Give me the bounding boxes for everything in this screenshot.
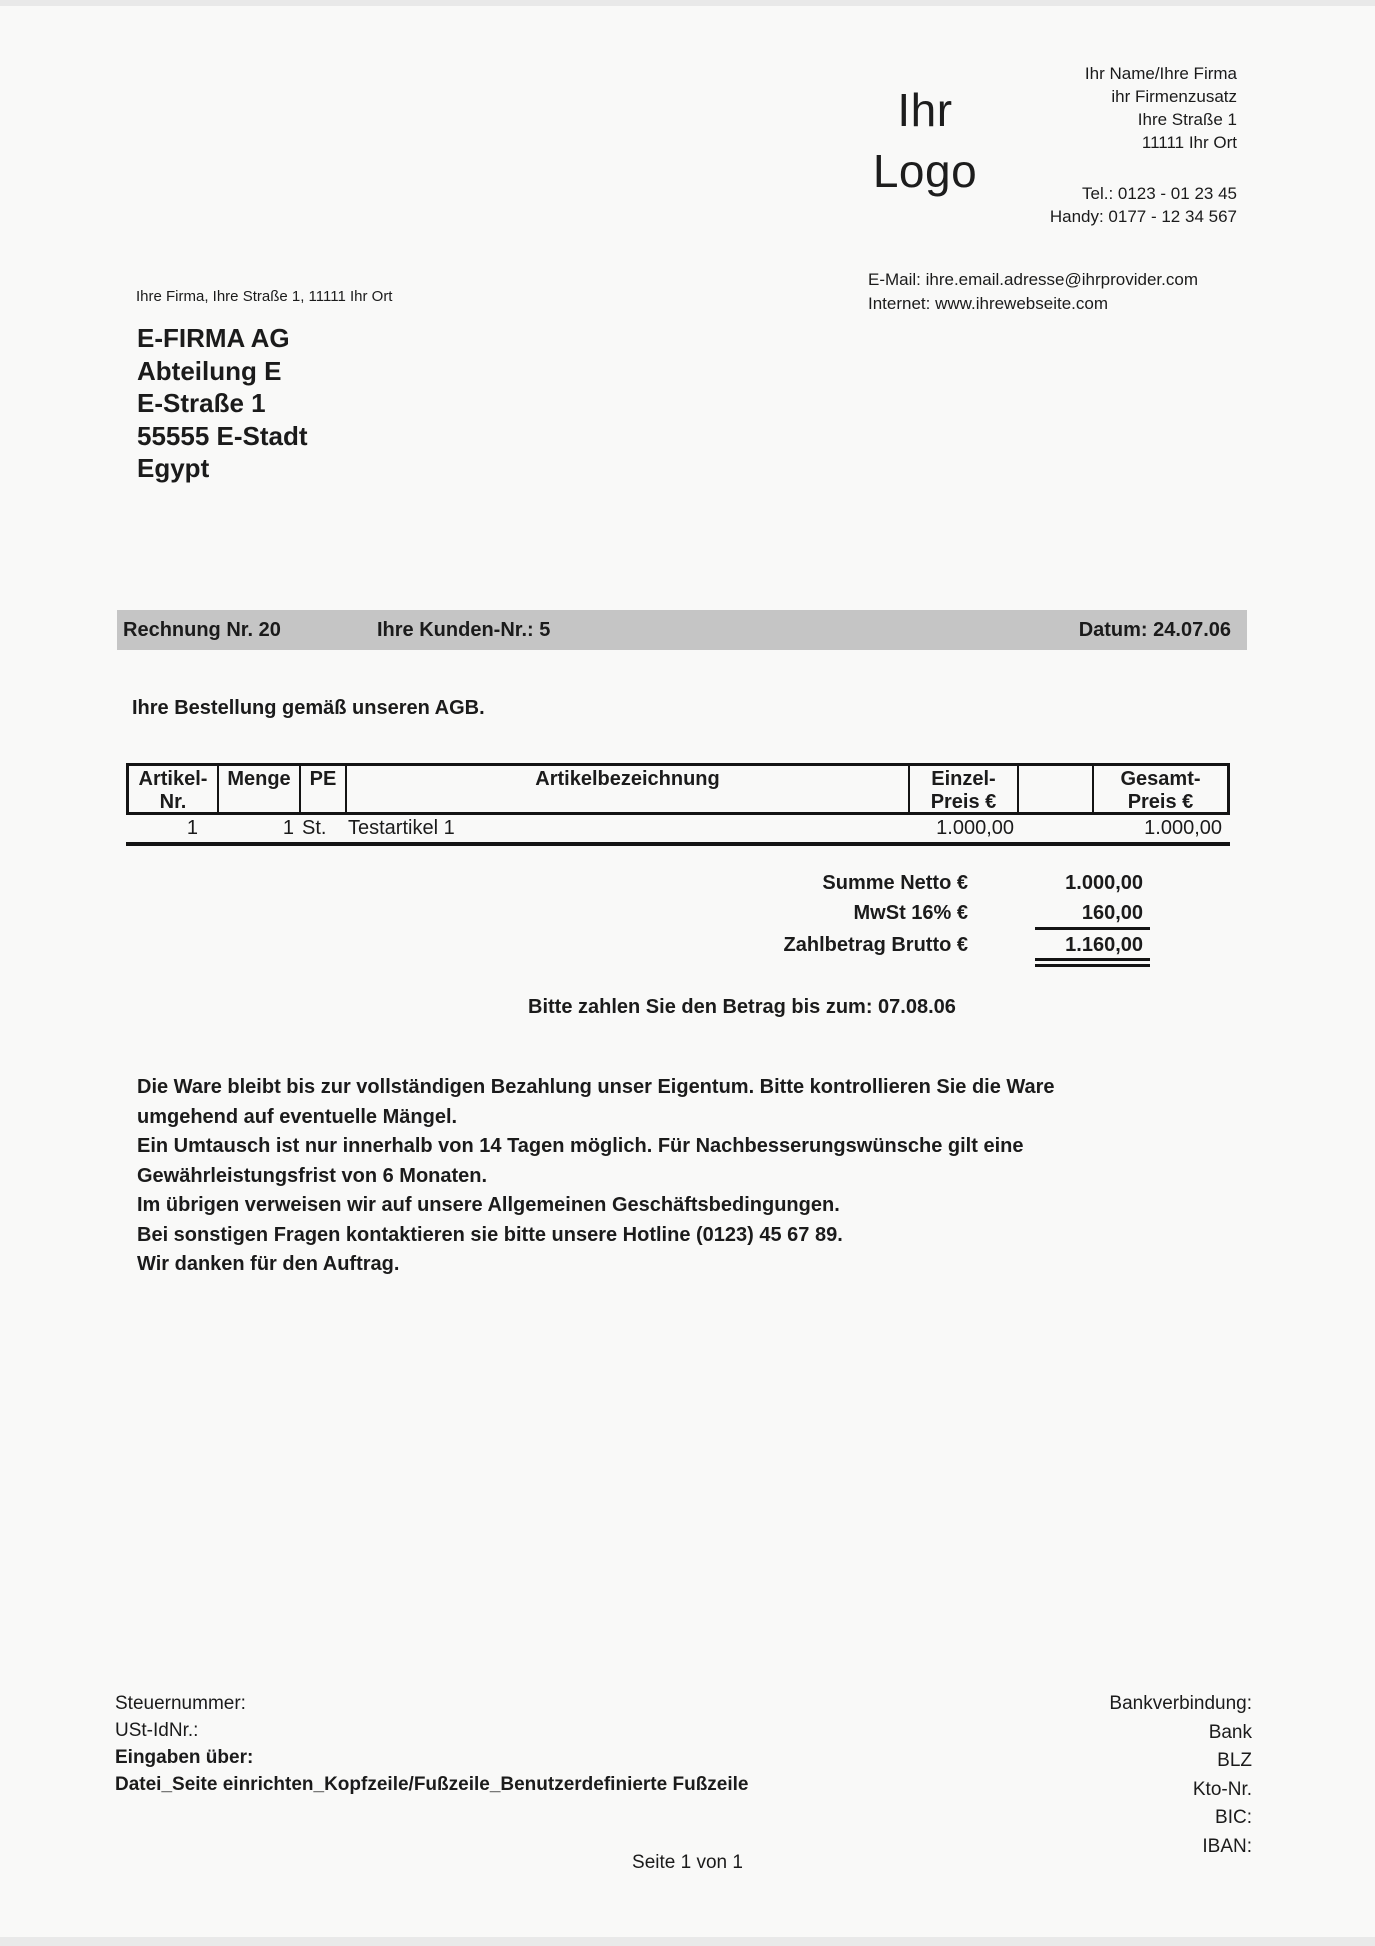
col-header-line: Preis € [930,791,997,813]
col-header-gesamtpreis [1094,766,1227,812]
col-header-line: Gesamt- [1120,768,1201,790]
totals-single-rule [1035,927,1150,930]
terms-line: Die Ware bleibt bis zur vollständigen Bezahlung unser Eigentum. Bitte kontrollieren Sie die Ware [137,1076,1055,1098]
items-table-bottom-rule [126,842,1230,846]
footer-bank: Bank [1208,1721,1252,1743]
col-header-einzelpreis [910,766,1019,812]
company-city: 11111 Ihr Ort [1141,133,1237,152]
sender-return-address: Ihre Firma, Ihre Straße 1, 11111 Ihr Ort [136,288,393,305]
total-mwst-label: MwSt 16% € [853,902,968,924]
terms-block [137,1073,1055,1280]
col-header-line: Artikel- [138,768,208,790]
items-table [126,763,1230,846]
terms-line: umgehend auf eventuelle Mängel. [137,1105,458,1128]
col-header-pe [301,766,347,812]
company-street: Ihre Straße 1 [1137,110,1237,129]
company-addition: ihr Firmenzusatz [1111,87,1237,106]
footer-ust-idnr: USt-IdNr.: [115,1720,199,1741]
terms-line: Ein Umtausch ist nur innerhalb von 14 Tagen möglich. Für Nachbesserungswünsche gilt eine [137,1135,1024,1157]
cell-pe: St. [302,817,327,839]
footer-iban: IBAN: [1202,1835,1252,1857]
terms-line: Bei sonstigen Fragen kontaktieren sie bitte unsere Hotline (0123) 45 67 89. [137,1223,843,1246]
recipient-line: E-FIRMA AG [137,323,290,353]
terms-line: Gewährleistungsfrist von 6 Monaten. [137,1164,488,1187]
footer-bankverbindung: Bankverbindung: [1109,1693,1252,1714]
total-mwst-value: 160,00 [1081,902,1143,924]
col-header-line: PE [309,768,337,790]
totals-double-rule-top [1035,958,1150,961]
recipient-line: E-Straße 1 [137,388,266,418]
logo-line-2: Logo [872,145,978,197]
cell-menge: 1 [282,817,294,839]
cell-bezeichnung: Testartikel 1 [348,817,455,839]
items-table-row [126,815,1230,842]
col-header-artikel-nr [129,766,219,812]
cell-artikel-nr: 1 [186,817,198,839]
col-header-artikelbezeichnung [347,766,910,812]
recipient-line: Egypt [137,453,210,483]
total-netto-value: 1.000,00 [1065,872,1143,894]
scan-edge-top [0,0,1375,6]
payment-due-line: Bitte zahlen Sie den Betrag bis zum: 07.08.06 [528,996,956,1018]
company-name: Ihr Name/Ihre Firma [1084,64,1237,83]
recipient-address-block [137,322,308,485]
invoice-date: Datum: 24.07.06 [1078,619,1231,641]
footer-steuernummer: Steuernummer: [115,1693,246,1714]
cell-einzelpreis: 1.000,00 [936,817,1014,839]
footer-fusszeile-hint: Datei_Seite einrichten_Kopfzeile/Fußzeile_Benutzerdefinierte Fußzeile [115,1774,749,1795]
col-header-line: Menge [227,768,291,790]
invoice-header-bar [117,610,1247,650]
footer-kto-nr: Kto-Nr. [1192,1778,1252,1800]
terms-line: Wir danken für den Auftrag. [137,1253,400,1275]
page-number: Seite 1 von 1 [632,1852,743,1873]
footer-eingaben: Eingaben über: [115,1747,254,1768]
total-netto-label: Summe Netto € [822,872,968,894]
col-header-line: Einzel- [931,768,996,790]
footer-tax-block [115,1690,749,1798]
col-header-menge [219,766,301,812]
logo-placeholder [855,80,995,202]
company-email: E-Mail: ihre.email.adresse@ihrprovider.com [868,270,1198,289]
logo-line-1: Ihr [897,84,953,136]
totals-double-rule-bottom [1035,964,1150,967]
col-header-empty [1019,766,1094,812]
total-brutto-value: 1.160,00 [1065,934,1143,956]
items-table-header-row [126,763,1230,815]
col-header-line: Nr. [159,791,187,813]
cell-gesamtpreis: 1.000,00 [1144,817,1222,839]
recipient-line: 55555 E-Stadt [137,420,308,451]
order-note: Ihre Bestellung gemäß unseren AGB. [132,697,485,719]
customer-number: Ihre Kunden-Nr.: 5 [377,619,551,641]
terms-line: Im übrigen verweisen wir auf unsere Allgemeinen Geschäftsbedingungen. [137,1194,840,1216]
col-header-line: Preis € [1127,791,1194,813]
invoice-number: Rechnung Nr. 20 [123,619,281,641]
spacer [1050,154,1237,182]
company-contact-block [868,268,1198,315]
company-website: Internet: www.ihrewebseite.com [868,293,1108,313]
footer-bic: BIC: [1215,1807,1252,1828]
footer-bank-block [1109,1690,1252,1861]
recipient-line: Abteilung E [137,355,282,386]
scan-edge-bottom [0,1937,1375,1946]
footer-blz: BLZ [1217,1750,1252,1771]
col-header-line: Artikelbezeichnung [535,768,720,790]
company-tel: Tel.: 0123 - 01 23 45 [1081,184,1237,203]
total-brutto-label: Zahlbetrag Brutto € [783,934,968,956]
company-mobile: Handy: 0177 - 12 34 567 [1049,207,1237,226]
company-address-block [1050,62,1237,228]
